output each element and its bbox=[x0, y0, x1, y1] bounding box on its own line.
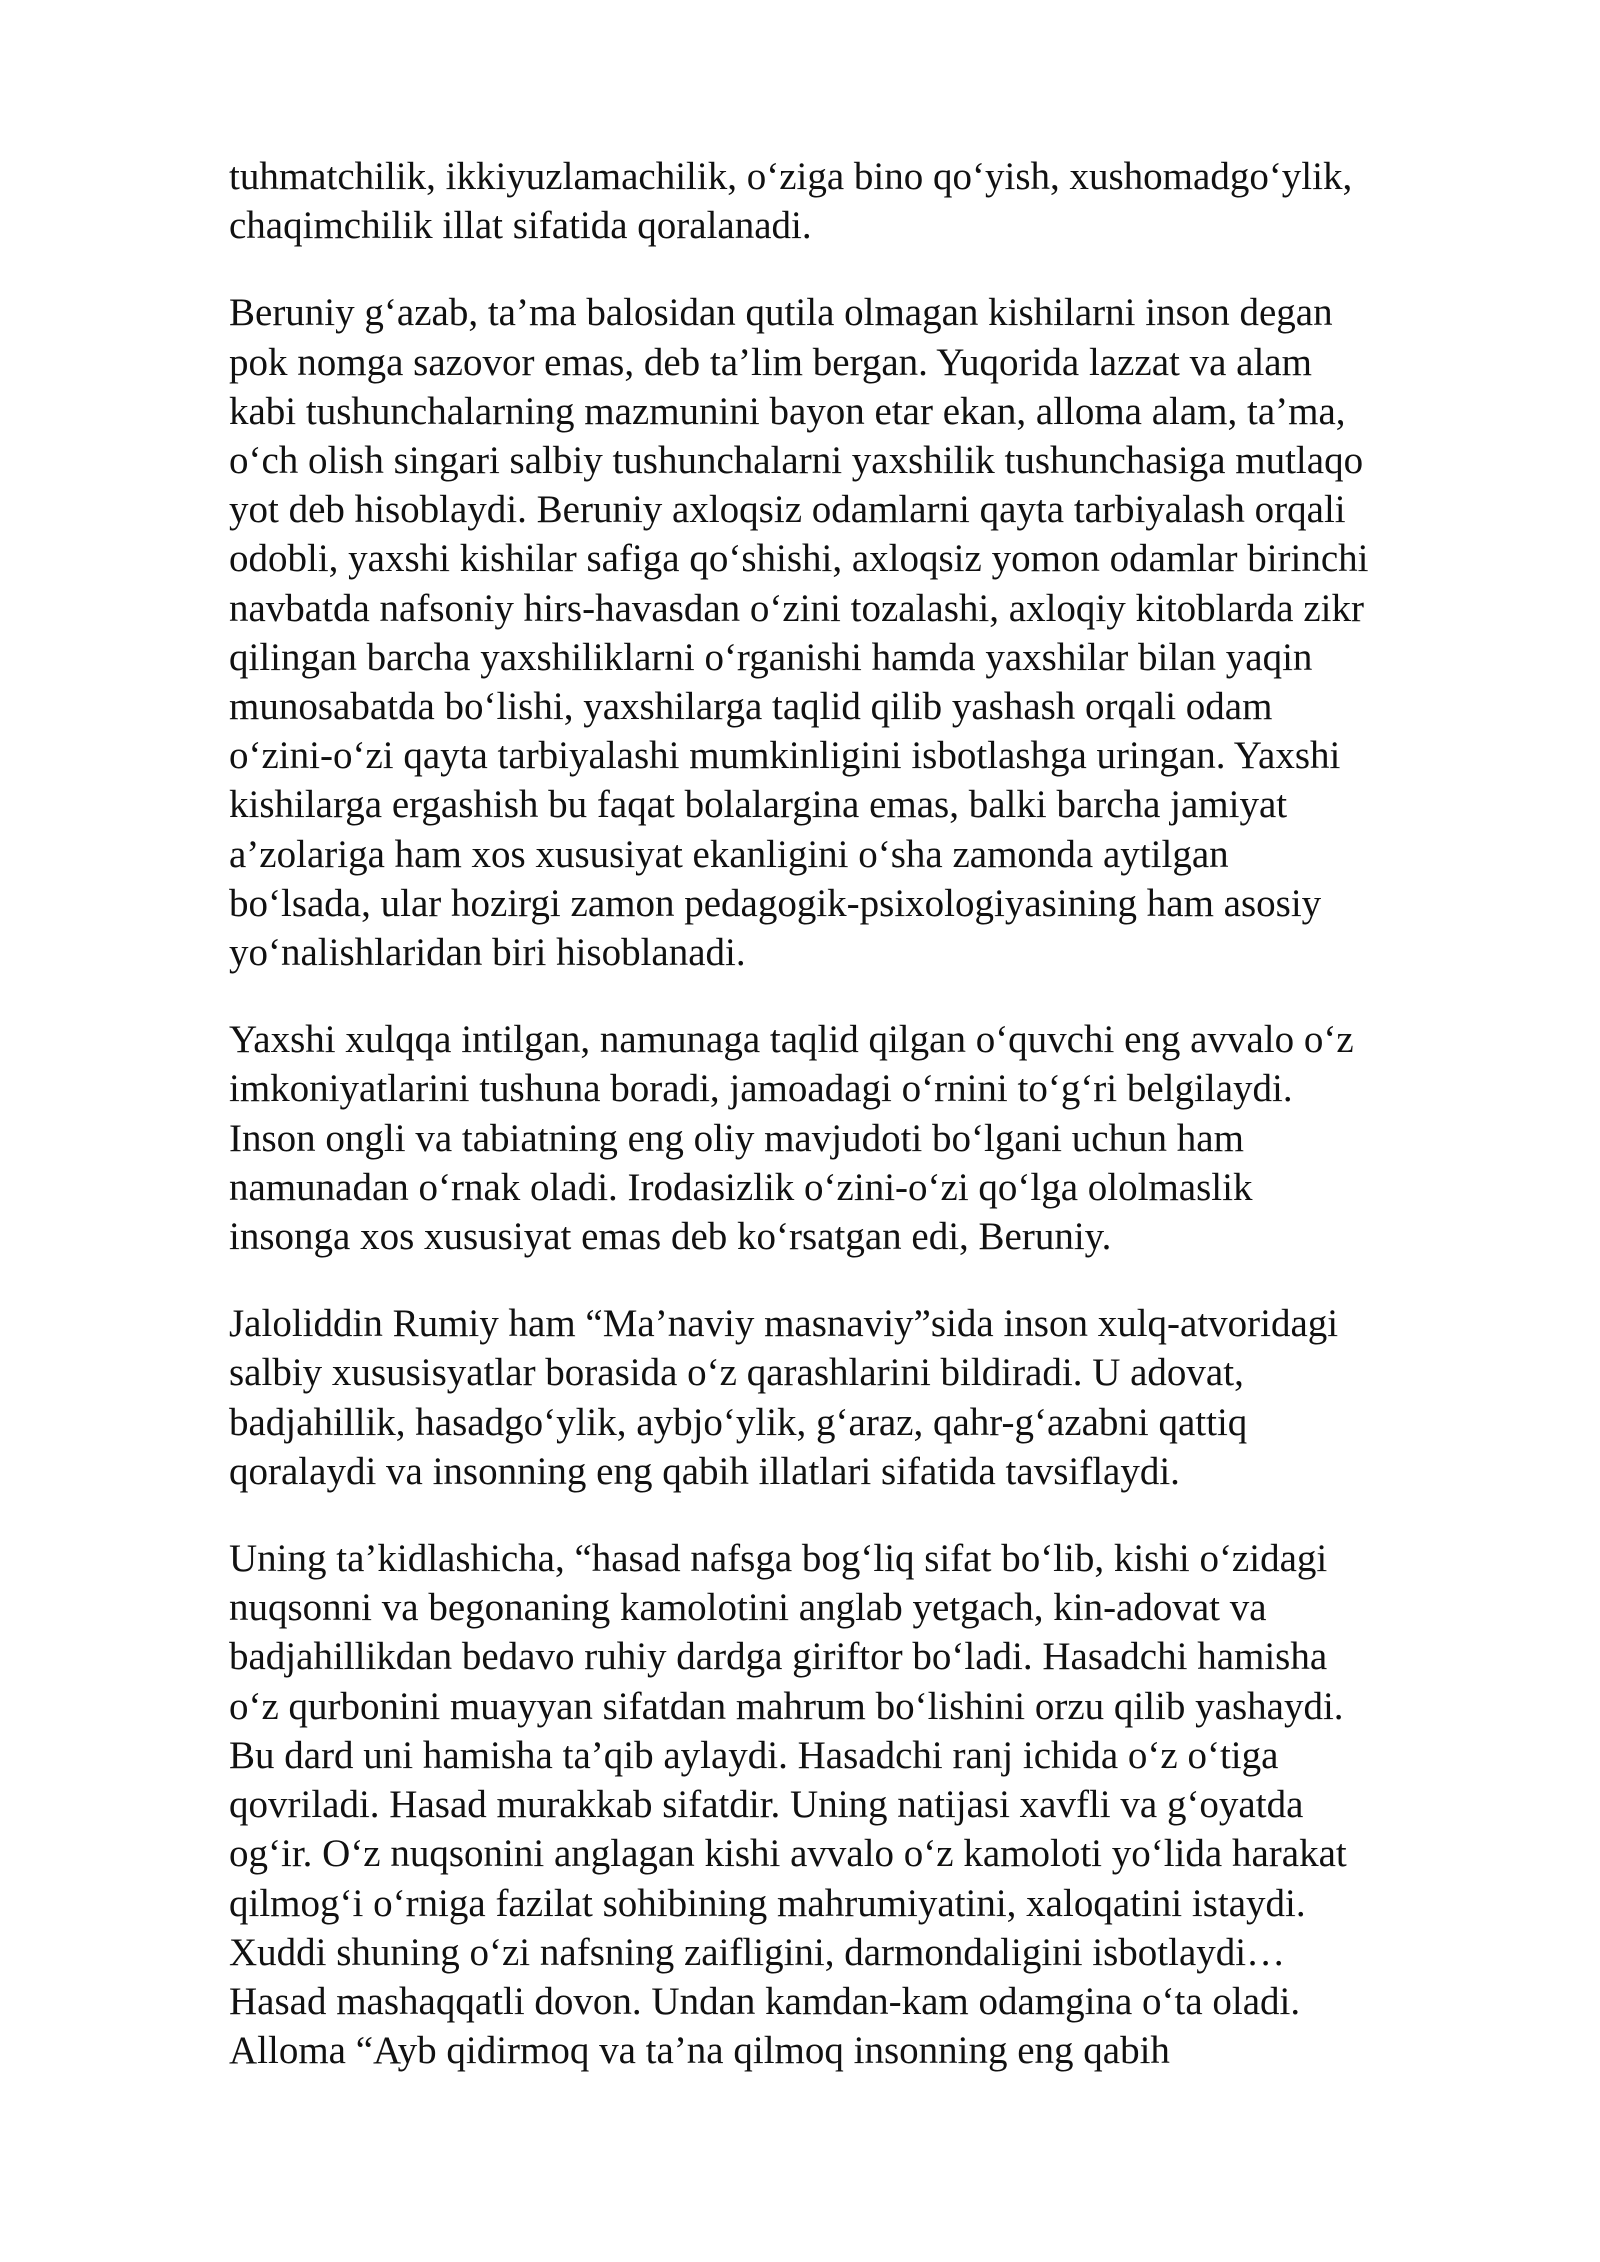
text-line: o‘ch olish singari salbiy tushunchalarni yaxshilik tushunchasiga mutlaqo bbox=[229, 439, 1364, 483]
text-line: Hasad mashaqqatli dovon. Undan kamdan-kam odamgina o‘ta oladi. bbox=[229, 1979, 1301, 2023]
text-line: insonga xos xususiyat emas deb ko‘rsatgan edi, Beruniy. bbox=[229, 1215, 1112, 1259]
text-line: kishilarga ergashish bu faqat bolalargina emas, balki barcha jamiyat bbox=[229, 783, 1288, 827]
text-line: badjahillikdan bedavo ruhiy dardga giriftor bo‘ladi. Hasadchi hamisha bbox=[229, 1635, 1328, 1679]
text-line: o‘z qurbonini muayyan sifatdan mahrum bo‘lishini orzu qilib yashaydi. bbox=[229, 1684, 1344, 1728]
text-line: Xuddi shuning o‘zi nafsning zaifligini, darmondaligini isbotlaydi… bbox=[229, 1930, 1286, 1974]
text-line: pok nomga sazovor emas, deb ta’lim bergan. Yuqorida lazzat va alam bbox=[229, 340, 1312, 384]
paragraph-1 bbox=[229, 152, 1529, 250]
text-line: kabi tushunchalarning mazmunini bayon etar ekan, alloma alam, ta’ma, bbox=[229, 389, 1346, 433]
text-line: Yaxshi xulqqa intilgan, namunaga taqlid qilgan o‘quvchi eng avvalo o‘z bbox=[229, 1018, 1354, 1062]
text-line: munosabatda bo‘lishi, yaxshilarga taqlid qilib yashash orqali odam bbox=[229, 685, 1273, 729]
text-line: salbiy xususisyatlar borasida o‘z qarashlarini bildiradi. U adovat, bbox=[229, 1351, 1244, 1395]
text-line: qilingan barcha yaxshiliklarni o‘rganishi hamda yaxshilar bilan yaqin bbox=[229, 635, 1313, 679]
text-line: Alloma “Ayb qidirmoq va ta’na qilmoq insonning eng qabih bbox=[229, 2029, 1170, 2073]
paragraph-5 bbox=[229, 1534, 1529, 2075]
text-line: yo‘nalishlaridan biri hisoblanadi. bbox=[229, 931, 746, 975]
text-line: chaqimchilik illat sifatida qoralanadi. bbox=[229, 204, 812, 248]
text-line: qoralaydi va insonning eng qabih illatlari sifatida tavsiflaydi. bbox=[229, 1449, 1180, 1493]
text-line: Bu dard uni hamisha ta’qib aylaydi. Hasadchi ranj ichida o‘z o‘tiga bbox=[229, 1733, 1279, 1777]
text-line: yot deb hisoblaydi. Beruniy axloqsiz odamlarni qayta tarbiyalash orqali bbox=[229, 488, 1346, 532]
text-line: navbatda nafsoniy hirs-havasdan o‘zini tozalashi, axloqiy kitoblarda zikr bbox=[229, 586, 1364, 630]
text-line: Beruniy g‘azab, ta’ma balosidan qutila olmagan kishilarni inson degan bbox=[229, 291, 1333, 335]
text-line: qovriladi. Hasad murakkab sifatdir. Uning natijasi xavfli va g‘oyatda bbox=[229, 1783, 1304, 1827]
paragraph-2 bbox=[229, 288, 1529, 977]
text-line: Inson ongli va tabiatning eng oliy mavjudoti bo‘lgani uchun ham bbox=[229, 1116, 1244, 1160]
text-line: qilmog‘i o‘rniga fazilat sohibining mahrumiyatini, xaloqatini istaydi. bbox=[229, 1881, 1306, 1925]
text-line: namunadan o‘rnak oladi. Irodasizlik o‘zini-o‘zi qo‘lga ololmaslik bbox=[229, 1165, 1253, 1209]
text-line: o‘zini-o‘zi qayta tarbiyalashi mumkinligini isbotlashga uringan. Yaxshi bbox=[229, 734, 1341, 778]
body-text bbox=[229, 152, 1529, 2113]
text-line: a’zolariga ham xos xususiyat ekanligini o‘sha zamonda aytilgan bbox=[229, 832, 1229, 876]
text-line: badjahillik, hasadgo‘ylik, aybjo‘ylik, g‘araz, qahr-g‘azabni qattiq bbox=[229, 1400, 1248, 1444]
paragraph-4 bbox=[229, 1299, 1529, 1496]
text-line: bo‘lsada, ular hozirgi zamon pedagogik-psixologiyasining ham asosiy bbox=[229, 881, 1322, 925]
text-line: odobli, yaxshi kishilar safiga qo‘shishi, axloqsiz yomon odamlar birinchi bbox=[229, 537, 1369, 581]
text-line: imkoniyatlarini tushuna boradi, jamoadagi o‘rnini to‘g‘ri belgilaydi. bbox=[229, 1067, 1293, 1111]
paragraph-3 bbox=[229, 1015, 1529, 1261]
text-line: og‘ir. O‘z nuqsonini anglagan kishi avvalo o‘z kamoloti yo‘lida harakat bbox=[229, 1832, 1347, 1876]
text-line: nuqsonni va begonaning kamolotini anglab yetgach, kin-adovat va bbox=[229, 1586, 1267, 1630]
text-line: Uning ta’kidlashicha, “hasad nafsga bog‘liq sifat bo‘lib, kishi o‘zidagi bbox=[229, 1537, 1328, 1581]
text-line: Jaloliddin Rumiy ham “Ma’naviy masnaviy”sida inson xulq-atvoridagi bbox=[229, 1302, 1339, 1346]
text-line: tuhmatchilik, ikkiyuzlamachilik, o‘ziga bino qo‘yish, xushomadgo‘ylik, bbox=[229, 155, 1353, 198]
